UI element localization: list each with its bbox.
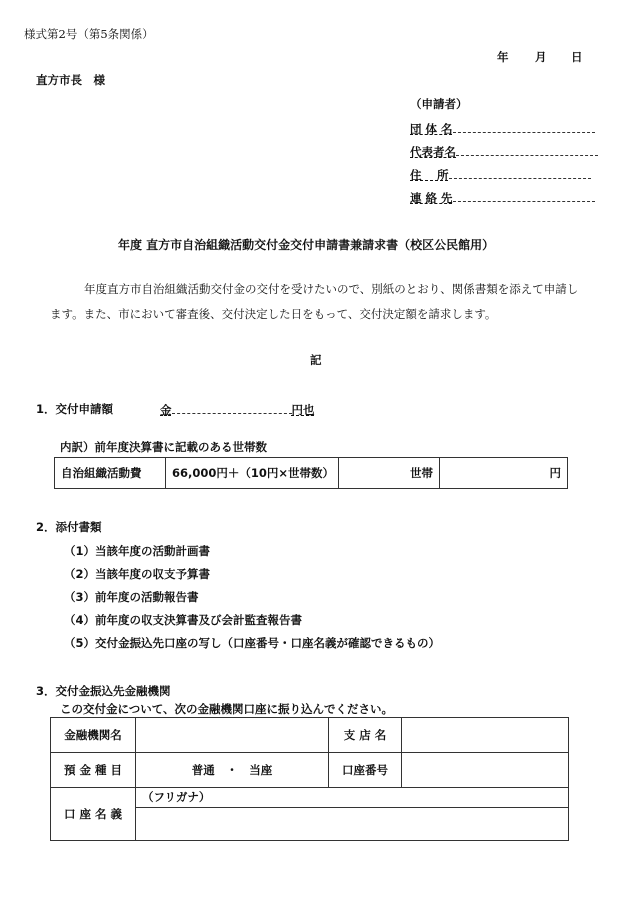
date-month-label: 月 bbox=[535, 50, 547, 64]
yen-ya-label: 円也 bbox=[291, 403, 315, 417]
application-amount-row bbox=[160, 401, 315, 418]
section3-label: 3．交付金振込先金融機関 bbox=[36, 684, 171, 698]
attachment-item-2: （2）当該年度の収支予算書 bbox=[64, 567, 211, 581]
applicant-org-row bbox=[410, 120, 595, 137]
furigana-field[interactable] bbox=[136, 788, 569, 808]
subsidy-calculation-table bbox=[54, 457, 568, 489]
date-day-label: 日 bbox=[571, 50, 583, 64]
table-row bbox=[51, 718, 569, 753]
form-number-label: 様式第2号（第5条関係） bbox=[24, 27, 154, 41]
org-name-line[interactable] bbox=[453, 120, 595, 133]
attachment-item-5: （5）交付金振込先口座の写し（口座番号・口座名義が確認できるもの） bbox=[64, 636, 440, 650]
address-line[interactable] bbox=[449, 166, 591, 179]
org-name-label: 団 体 名 bbox=[410, 122, 453, 136]
document-title: 年度 直方市自治組織活動交付金交付申請書兼請求書（校区公民館用） bbox=[118, 238, 495, 252]
section2-label: 2．添付書類 bbox=[36, 520, 102, 534]
applicant-rep-row bbox=[410, 143, 598, 160]
table-row bbox=[51, 788, 569, 808]
amount-cell[interactable]: 円 bbox=[440, 458, 568, 489]
account-holder-field[interactable] bbox=[136, 808, 569, 841]
attachment-item-3: （3）前年度の活動報告書 bbox=[64, 590, 199, 604]
representative-line[interactable] bbox=[456, 143, 598, 156]
account-holder-label: 口 座 名 義 bbox=[51, 788, 136, 841]
transfer-instruction: この交付金について、次の金融機関口座に振り込んでください。 bbox=[60, 702, 394, 716]
representative-label: 代表者名 bbox=[410, 145, 456, 159]
bank-name-field[interactable] bbox=[136, 718, 329, 753]
section1-label: 1．交付申請額 bbox=[36, 402, 114, 416]
account-number-label: 口座番号 bbox=[329, 753, 402, 788]
account-number-field[interactable] bbox=[402, 753, 569, 788]
date-year-label: 年 bbox=[497, 50, 509, 64]
kin-label: 金 bbox=[160, 403, 172, 417]
address-label: 住 所 bbox=[410, 168, 449, 182]
addressee: 直方市長 様 bbox=[36, 73, 105, 87]
account-type-label: 預 金 種 目 bbox=[51, 753, 136, 788]
contact-line[interactable] bbox=[453, 189, 595, 202]
application-amount-line[interactable] bbox=[172, 401, 292, 414]
breakdown-note: 内訳）前年度決算書に記載のある世帯数 bbox=[60, 440, 267, 454]
branch-field[interactable] bbox=[402, 718, 569, 753]
attachment-item-4: （4）前年度の収支決算書及び会計監査報告書 bbox=[64, 613, 302, 627]
bank-account-table bbox=[50, 717, 569, 841]
table-row bbox=[55, 458, 568, 489]
account-type-options[interactable]: 普通 ・ 当座 bbox=[136, 753, 329, 788]
applicant-contact-row bbox=[410, 189, 595, 206]
category-cell: 自治組織活動費 bbox=[55, 458, 166, 489]
contact-label: 連 絡 先 bbox=[410, 191, 453, 205]
applicant-address-row bbox=[410, 166, 591, 183]
bank-name-label: 金融機関名 bbox=[51, 718, 136, 753]
body-text-line2: ます。また、市において審査後、交付決定した日をもって、交付決定額を請求します。 bbox=[50, 307, 497, 321]
furigana-label: （フリガナ） bbox=[142, 790, 211, 804]
formula-cell: 66,000円＋（10円×世帯数） bbox=[166, 458, 339, 489]
applicant-heading: （申請者） bbox=[410, 97, 468, 111]
attachment-item-1: （1）当該年度の活動計画書 bbox=[64, 544, 211, 558]
households-cell[interactable]: 世帯 bbox=[339, 458, 440, 489]
table-row bbox=[51, 753, 569, 788]
ki-label: 記 bbox=[310, 353, 322, 367]
branch-label: 支 店 名 bbox=[329, 718, 402, 753]
body-text-line1: 年度直方市自治組織活動交付金の交付を受けたいので、別紙のとおり、関係書類を添えて申請し bbox=[84, 282, 579, 296]
